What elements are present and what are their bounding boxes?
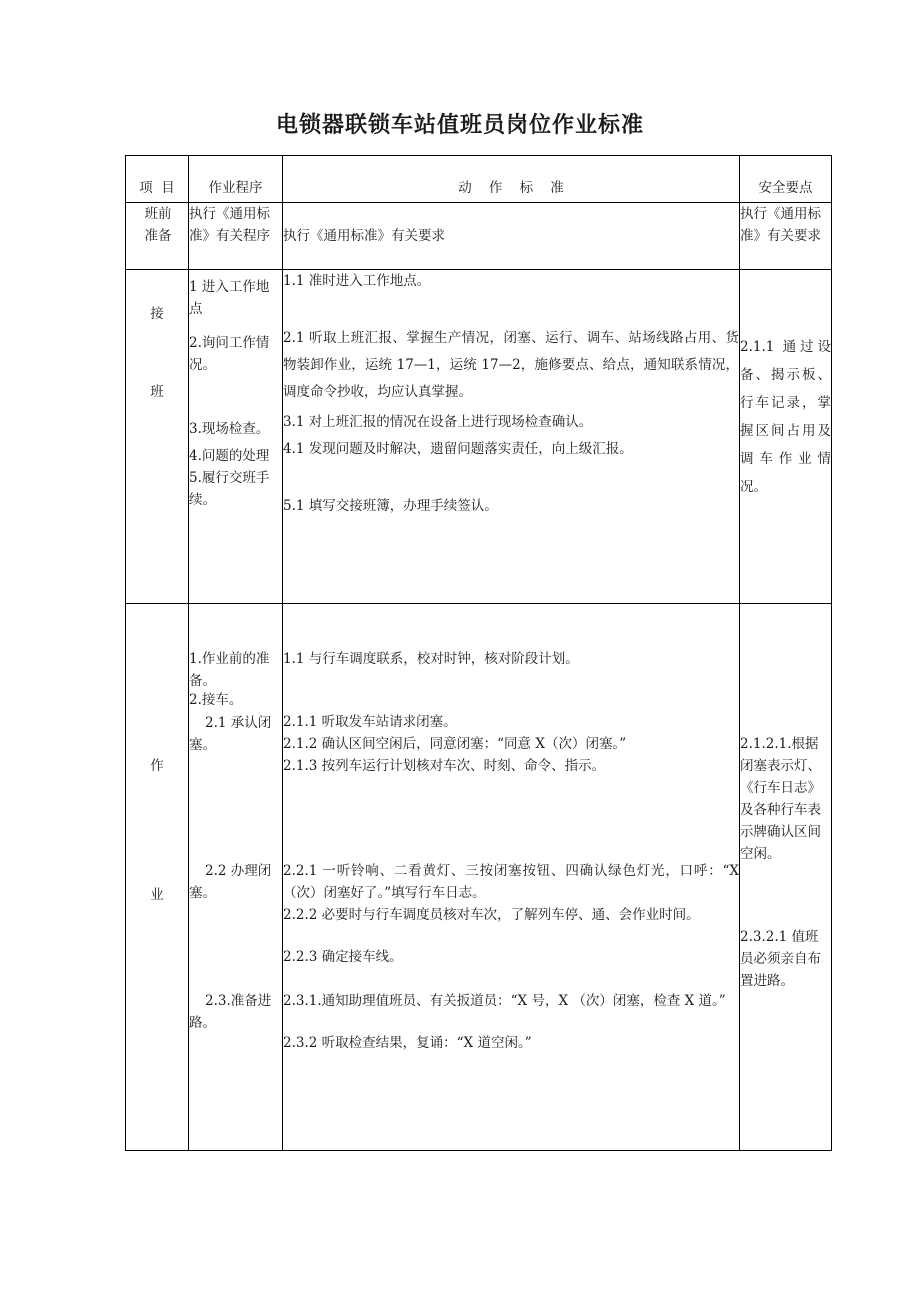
handover-std-5: 5.1 填写交接班簿，办理手续签认。 <box>283 498 498 514</box>
row-divider <box>125 603 832 604</box>
handover-std-3: 3.1 对上班汇报的情况在设备上进行现场检查确认。 <box>283 414 593 430</box>
work-proc-1: 1.作业前的准备。 <box>189 651 270 689</box>
work-std-2-1-1: 2.1.1 听取发车站请求闭塞。 <box>283 714 457 730</box>
header-safety: 安全要点 <box>758 180 813 196</box>
work-proc-2-3: 2.3.准备进路。 <box>189 993 272 1031</box>
prep-procedure: 执行《通用标准》有关程序 <box>189 206 270 244</box>
handover-proc-1: 1 进入工作地点 <box>189 279 270 317</box>
handover-std-2: 2.1 听取上班汇报、掌握生产情况，闭塞、运行、调车、站场线路占用、货物装卸作业，运统 17—1，运统 17—2，施修要点、给点，通知联系情况，调度命令抄收，均应认真掌握。 <box>283 330 739 400</box>
handover-std-4: 4.1 发现问题及时解决，遗留问题落实责任，向上级汇报。 <box>283 441 633 457</box>
handover-safety: 2.1.1 通过设备、揭示板、行车记录，掌握区间占用及调车作业情况。 <box>740 339 831 495</box>
handover-proc-5: 5.履行交班手续。 <box>189 470 270 508</box>
work-std-2-2-2: 2.2.2 必要时与行车调度员核对车次，了解列车停、通、会作业时间。 <box>283 907 700 923</box>
work-std-2-2-1: 2.2.1 一听铃响、二看黄灯、三按闭塞按钮、四确认绿色灯光，口呼：“X（次）闭塞好了。”填写行车日志。 <box>283 863 739 901</box>
header-procedure: 作业程序 <box>208 180 263 196</box>
work-safety-1: 2.1.2.1.根据闭塞表示灯、《行车日志》及各种行车表示牌确认区间空闲。 <box>740 736 821 862</box>
work-std-2-2-3: 2.2.3 确定接车线。 <box>283 949 403 965</box>
handover-proc-4: 4.问题的处理 <box>189 448 270 464</box>
prep-safety: 执行《通用标准》有关要求 <box>740 206 821 244</box>
work-std-1-1: 1.1 与行车调度联系，校对时钟，核对阶段计划。 <box>283 651 579 667</box>
work-safety-2: 2.3.2.1 值班员必须亲自布置进路。 <box>740 929 821 989</box>
column-divider <box>739 155 740 1151</box>
handover-proc-3: 3.现场检查。 <box>189 421 270 437</box>
prep-item: 班前准备 <box>144 206 172 244</box>
work-proc-2: 2.接车。 <box>189 692 243 708</box>
handover-proc-2: 2.询问工作情况。 <box>189 335 270 373</box>
work-std-2-3-2: 2.3.2 听取检查结果，复诵：“X 道空闲。” <box>283 1035 532 1051</box>
handover-std-1: 1.1 准时进入工作地点。 <box>283 273 431 289</box>
page-title: 电锁器联锁车站值班员岗位作业标准 <box>275 113 644 138</box>
work-proc-2-1: 2.1 承认闭塞。 <box>189 715 272 753</box>
work-std-2-1-2: 2.1.2 确认区间空闲后，同意闭塞：“同意 X（次）闭塞。” <box>283 736 627 752</box>
work-item-char-1: 作 <box>150 758 164 774</box>
header-standard: 动 作 标 准 <box>458 180 564 196</box>
work-std-2-1-3: 2.1.3 按列车运行计划核对车次、时刻、命令、指示。 <box>283 758 606 774</box>
work-proc-2-2: 2.2 办理闭塞。 <box>189 863 272 901</box>
work-item-char-2: 业 <box>150 887 164 903</box>
work-std-2-3-1: 2.3.1.通知助理值班员、有关扳道员：“X 号，X （次）闭塞，检查 X 道。” <box>283 993 726 1009</box>
handover-item-char-1: 接 <box>150 306 164 322</box>
handover-item-char-2: 班 <box>150 384 164 400</box>
header-item: 项 目 <box>139 180 175 196</box>
prep-standard: 执行《通用标准》有关要求 <box>283 228 445 244</box>
